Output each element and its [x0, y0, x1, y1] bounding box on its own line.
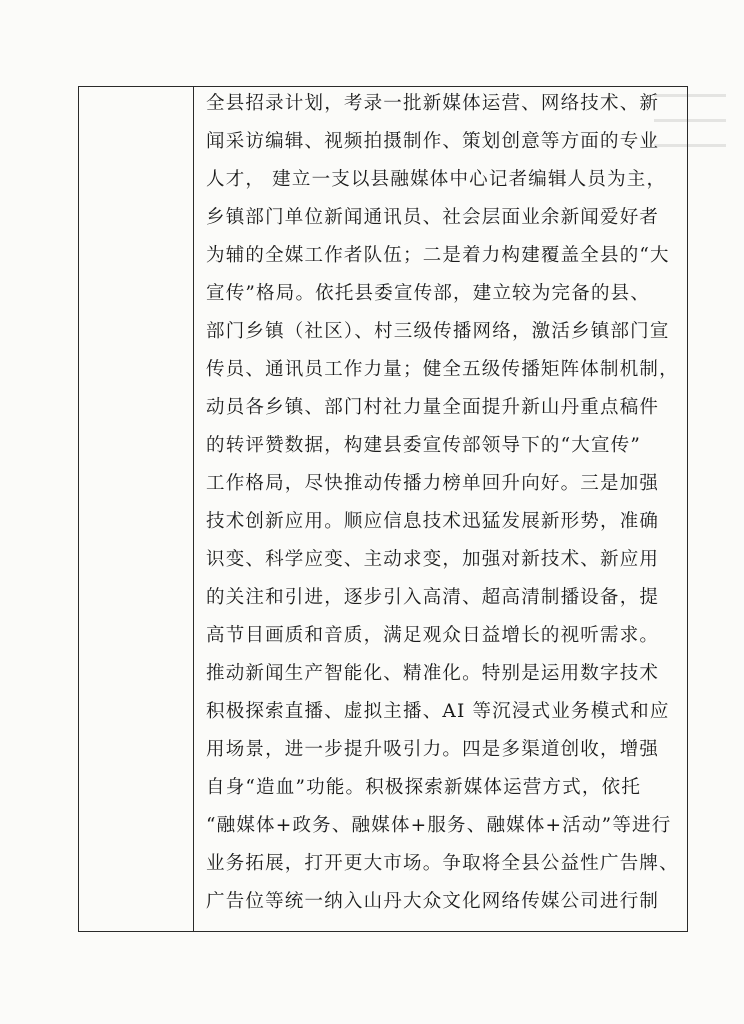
text-line: 全县招录计划，考录一批新媒体运营、网络技术、新 — [206, 93, 660, 114]
text-line: 自身“造血”功能。积极探索新媒体运营方式，依托 — [206, 777, 642, 798]
text-line: 部门乡镇（社区）、村三级传播网络，激活乡镇部门宣 — [206, 321, 670, 342]
text-line: 宣传”格局。依托县委宣传部，建立较为完备的县、 — [206, 283, 651, 304]
text-line: 传员、通讯员工作力量；健全五级传播矩阵体制机制， — [206, 359, 679, 380]
content-cell — [194, 87, 687, 931]
text-line: 用场景，进一步提升吸引力。四是多渠道创收，增强 — [206, 739, 660, 760]
content-table — [78, 86, 688, 932]
text-line: 闻采访编辑、视频拍摄制作、策划创意等方面的专业 — [206, 131, 660, 152]
text-line: 高节目画质和音质，满足观众日益增长的视听需求。 — [206, 625, 660, 646]
text-line: 业务拓展，打开更大市场。争取将全县公益性广告牌、 — [206, 853, 679, 874]
text-line: 广告位等统一纳入山丹大众文化网络传媒公司进行制 — [206, 891, 660, 912]
label-cell — [79, 87, 194, 931]
text-line: 乡镇部门单位新闻通讯员、社会层面业余新闻爱好者 — [206, 207, 660, 228]
bleed-through-shadow — [654, 94, 726, 184]
text-line: 识变、科学应变、主动求变，加强对新技术、新应用 — [206, 549, 660, 570]
text-line: 工作格局，尽快推动传播力榜单回升向好。三是加强 — [206, 473, 660, 494]
text-line: 推动新闻生产智能化、精准化。特别是运用数字技术 — [206, 663, 660, 684]
text-line: 的转评赞数据，构建县委宣传部领导下的“大宣传” — [206, 435, 642, 456]
text-line: “融媒体+政务、融媒体+服务、融媒体+活动”等进行 — [206, 815, 672, 836]
text-line: 人才， 建立一支以县融媒体中心记者编辑人员为主， — [206, 169, 667, 190]
text-line: 的关注和引进，逐步引入高清、超高清制播设备，提 — [206, 587, 660, 608]
text-line: 为辅的全媒工作者队伍；二是着力构建覆盖全县的“大 — [206, 245, 670, 266]
text-line: 技术创新应用。顺应信息技术迅猛发展新形势，准确 — [206, 511, 660, 532]
text-line: 积极探索直播、虚拟主播、AI 等沉浸式业务模式和应 — [206, 701, 670, 722]
text-line: 动员各乡镇、部门村社力量全面提升新山丹重点稿件 — [206, 397, 660, 418]
